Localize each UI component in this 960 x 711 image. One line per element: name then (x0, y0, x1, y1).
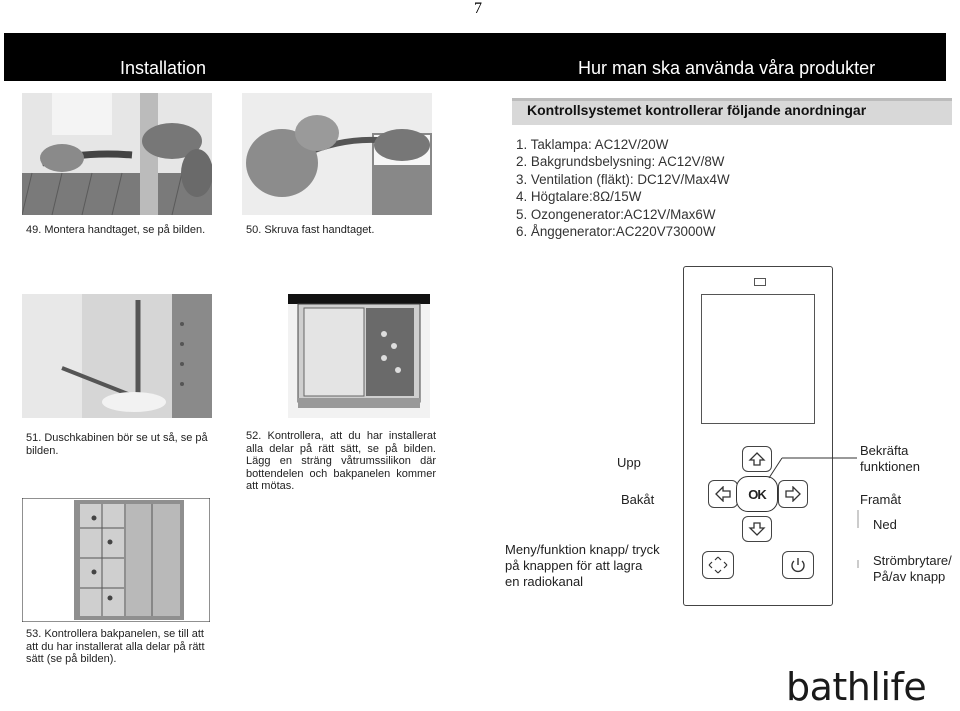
section-title-usage: Hur man ska använda våra produkter (578, 58, 876, 78)
caption-step-51: 51. Duschkabinen bör se ut så, se på bilden. (26, 432, 208, 457)
caption-step-53: 53. Kontrollera bakpanelen, se till att att du har installerat alla delar på rätt sätt (se på bilden). (26, 628, 205, 666)
label-up: Upp (617, 455, 641, 470)
spec-item: 1. Taklampa: AC12V/20W (516, 137, 669, 152)
spec-item: 4. Högtalare:8Ω/15W (516, 189, 642, 205)
caption-step-52: 52. Kontrollera, att du har installerat alla delar på rätt sätt, se på bilden. Lägg en sträng våtrumssilikon där bottendelen och bakpanelen kommer att mötas. (246, 430, 436, 493)
section-title-installation: Installation (120, 58, 207, 78)
spec-item: 5. Ozongenerator:AC12V/Max6W (516, 206, 716, 222)
spec-item: 2. Bakgrundsbelysning: AC12V/8W (516, 154, 725, 170)
caption-step-50: 50. Skruva fast handtaget. (246, 224, 375, 236)
label-down: Ned (873, 517, 897, 532)
control-system-title: Kontrollsystemet kontrollerar följande anordningar (527, 102, 867, 118)
label-confirm: Bekräfta funktionen (860, 443, 920, 474)
label-menu: Meny/funktion knapp/ tryck på knappen för att lagra en radiokanal (505, 542, 660, 589)
label-power: Strömbrytare/ På/av knapp (873, 553, 952, 584)
label-forward: Framåt (860, 492, 902, 507)
spec-item: 3. Ventilation (fläkt): DC12V/Max4W (516, 171, 730, 187)
label-back: Bakåt (621, 492, 655, 507)
spec-item: 6. Ånggenerator:AC220V73000W (516, 224, 716, 240)
ok-button-label: OK (748, 486, 766, 502)
page-number: 7 (474, 0, 482, 17)
bathlife-logo: bathlife (786, 665, 927, 709)
caption-step-49: 49. Montera handtaget, se på bilden. (26, 224, 206, 236)
